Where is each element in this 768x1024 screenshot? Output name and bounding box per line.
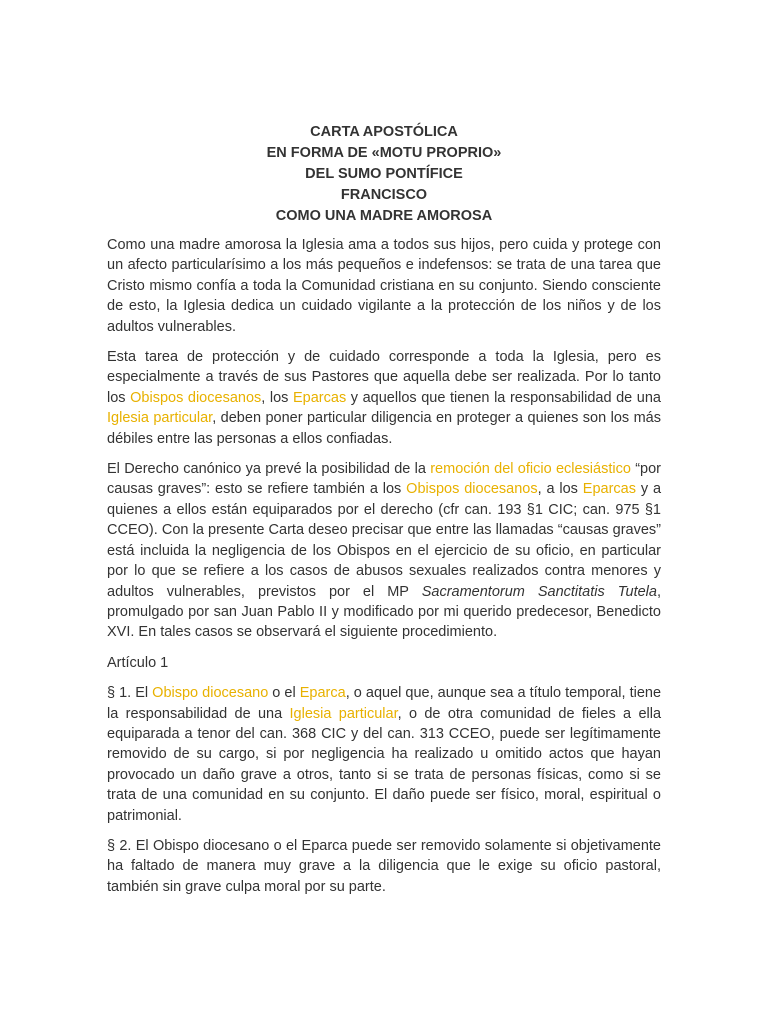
link-eparca[interactable]: Eparca <box>299 685 346 702</box>
paragraph-2-text-2: , los <box>261 389 293 406</box>
paragraph-3 <box>107 459 661 643</box>
paragraph-3-text-3: , a los <box>537 481 583 498</box>
heading-line-3: DEL SUMO PONTÍFICE <box>305 166 463 182</box>
paragraph-3-text-1: El Derecho canónico ya prevé la posibilidad de la <box>107 461 431 478</box>
paragraph-3-text-4: y a quienes a ellos están equiparados por el derecho (cfr can. 193 §1 CIC; can. 975 §1 CCEO). Con la presente Carta deseo precisar que entre las llamadas “causas graves” está incluida la negligencia de los Obispos en el ejercicio de su oficio, en particular por lo que se refiere a los casos de abusos sexuales realizados contra menores y adultos vulnerables, previstos por el MP <box>107 481 662 600</box>
heading-line-1: CARTA APOSTÓLICA <box>310 124 458 140</box>
paragraph-2-text-1: Esta tarea de protección y de cuidado corresponde a toda la Iglesia, pero es especialmente a través de sus Pastores que aquella debe ser realizada. Por lo tanto los <box>107 349 661 406</box>
paragraph-3-text-2: “por causas graves”: esto se refiere también a los <box>107 461 661 498</box>
paragraph-4-text-3: , o aquel que, aunque sea a título temporal, tiene la responsabilidad de una <box>107 685 662 722</box>
link-obispo-diocesano[interactable]: Obispo diocesano <box>152 685 269 702</box>
paragraph-5: § 2. El Obispo diocesano o el Eparca puede ser removido solamente si objetivamente ha faltado de manera muy grave a la diligencia que le exige su oficio pastoral, también sin grave culpa moral por su parte. <box>107 837 661 895</box>
link-obispos-diocesanos[interactable]: Obispos diocesanos <box>130 389 262 406</box>
heading-line-2: EN FORMA DE «MOTU PROPRIO» <box>266 145 502 161</box>
link-iglesia-particular-2[interactable]: Iglesia particular <box>289 705 398 722</box>
link-iglesia-particular[interactable]: Iglesia particular <box>107 410 213 427</box>
paragraph-4-text-2: o el <box>268 685 300 702</box>
paragraph-3-italic-title: Sacramentorum Sanctitatis Tutela <box>421 583 657 600</box>
link-remocion-oficio[interactable]: remoción del oficio eclesiástico <box>430 461 631 478</box>
link-obispos-diocesanos-2[interactable]: Obispos diocesanos <box>406 481 538 498</box>
paragraph-1: Como una madre amorosa la Iglesia ama a todos sus hijos, pero cuida y protege con un afecto particularísimo a los más pequeños e indefensos: se trata de una tarea que Cristo mismo confía a toda la Comunidad cristiana en su conjunto. Siendo consciente de esto, la Iglesia dedica un cuidado vigilante a la protección de los niños y de los adultos vulnerables. <box>107 237 661 335</box>
paragraph-2-text-3: y aquellos que tienen la responsabilidad de una <box>346 389 661 406</box>
paragraph-2 <box>107 347 661 449</box>
heading-line-5: COMO UNA MADRE AMOROSA <box>275 208 493 224</box>
paragraph-3-text-5: , promulgado por san Juan Pablo II y modificado por mi querido predecesor, Benedicto XVI. En tales casos se observará el siguiente procedimiento. <box>107 583 661 641</box>
link-eparcas[interactable]: Eparcas <box>293 389 347 406</box>
document-heading <box>107 122 661 227</box>
paragraph-4-text-4: , o de otra comunidad de fieles a ella equiparada a tenor del can. 368 CIC y del can. 313 CCEO, puede ser legítimamente removido de su cargo, si por negligencia ha realizado u omitido actos que hayan provocado un daño grave a otros, tanto si se trata de personas físicas, como si se trata de una comunidad en su conjunto. El daño puede ser físico, moral, espiritual o patrimonial. <box>107 705 662 824</box>
link-eparcas-2[interactable]: Eparcas <box>582 481 636 498</box>
article-1-title: Artículo 1 <box>107 654 169 671</box>
paragraph-4 <box>107 683 661 826</box>
paragraph-2-text-4: , deben poner particular diligencia en proteger a quienes son los más débiles entre las personas a ellos confiadas. <box>107 410 661 447</box>
heading-line-4: FRANCISCO <box>340 187 428 203</box>
paragraph-4-text-1: § 1. El <box>107 685 153 702</box>
